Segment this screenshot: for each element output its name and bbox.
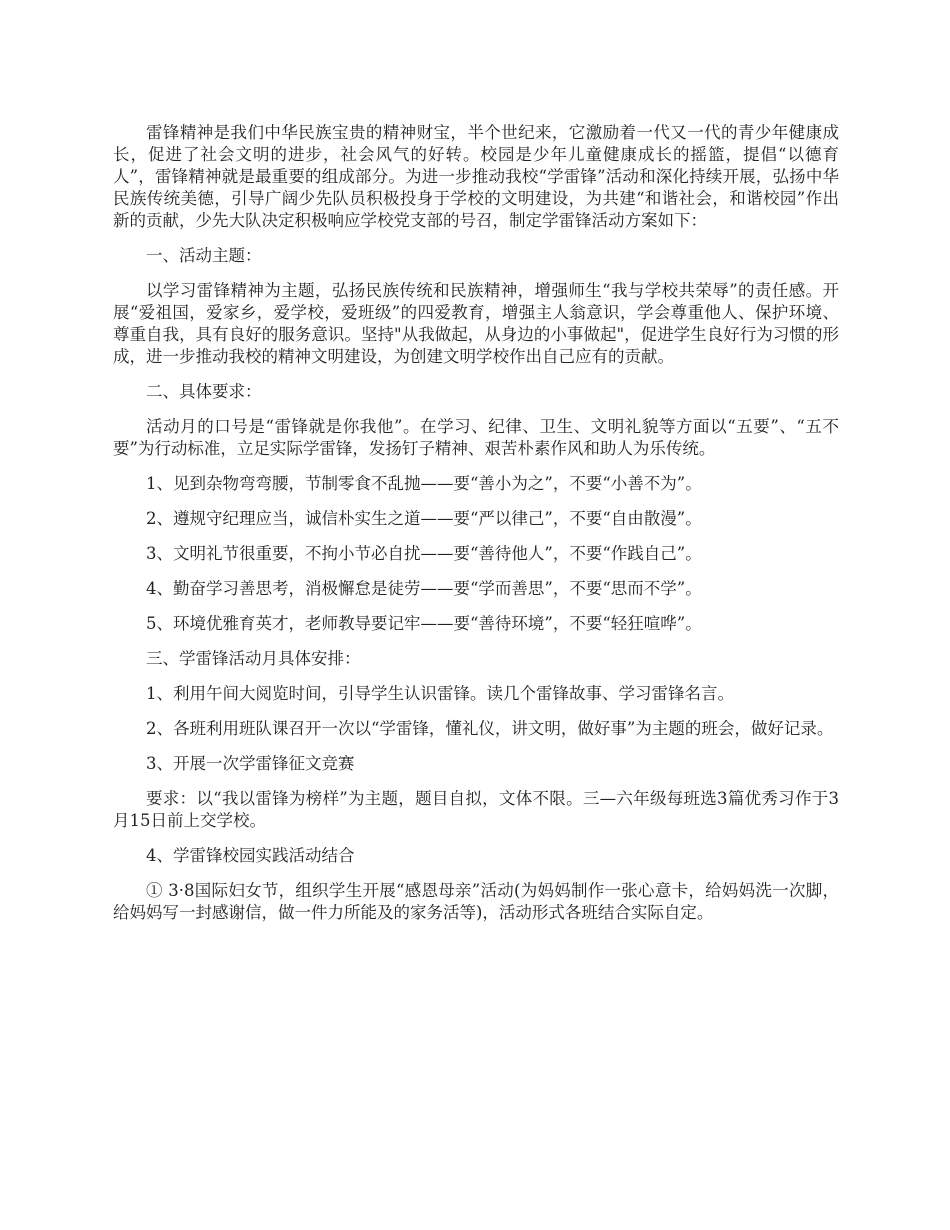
schedule-item-3: 3、开展一次学雷锋征文竞赛 [146,754,355,773]
requirement-item-2: 2、遵规守纪理应当，诚信朴实生之道——要“严以律己”，不要“自由散漫”。 [146,509,702,528]
schedule-item-4: 4、学雷锋校园实践活动结合 [146,846,355,865]
intro-paragraph: 雷锋精神是我们中华民族宝贵的精神财宝，半个世纪来，它激励着一代又一代的青少年健康成长，促进了社会文明的进步，社会风气的好转。校园是少年儿童健康成长的摇篮，提倡“以德育人”，雷锋精神就是最重要的组成部分。为进一步推动我校“学雷锋”活动和深化持续开展，弘扬中华民族传统美德，引导广阔少先队员积极投身于学校的文明建设，为共建“和谐社会，和谐校园”作出新的贡献，少先大队决定积极响应学校党支部的号召，制定学雷锋活动方案如下： [113,123,839,230]
requirement-item-4: 4、勤奋学习善思考，消极懈怠是徒劳——要“学而善思”，不要“思而不学”。 [146,579,702,598]
essay-requirement-paragraph: 要求：以“我以雷锋为榜样”为主题，题目自拟，文体不限。三—六年级每班选3篇优秀习作于3月15日前上交学校。 [113,789,839,830]
schedule-item-2: 2、各班利用班队课召开一次以“学雷锋，懂礼仪，讲文明，做好事”为主题的班会，做好记录。 [146,719,834,738]
section-heading-requirements: 二、具体要求： [146,382,262,401]
requirement-item-3: 3、文明礼节很重要，不拘小节必自扰——要“善待他人”，不要“作践自己”。 [146,544,702,563]
schedule-item-1: 1、利用午间大阅览时间，引导学生认识雷锋。读几个雷锋故事、学习雷锋名言。 [146,684,734,703]
section-heading-schedule: 三、学雷锋活动月具体安排： [146,649,361,668]
document-body [113,122,839,937]
requirement-item-1: 1、见到杂物弯弯腰，节制零食不乱抛——要“善小为之”，不要“小善不为”。 [146,474,702,493]
theme-paragraph: 以学习雷锋精神为主题，弘扬民族传统和民族精神，增强师生“我与学校共荣辱”的责任感。开展“爱祖国，爱家乡，爱学校，爱班级”的四爱教育，增强主人翁意识，学会尊重他人、保护环境、尊重自我，具有良好的服务意识。坚持"从我做起，从身边的小事做起"，促进学生良好行为习惯的形成，进一步推动我校的精神文明建设，为创建文明学校作出自己应有的贡献。 [113,281,839,366]
womens-day-activity-paragraph: ① 3·8国际妇女节，组织学生开展“感恩母亲”活动(为妈妈制作一张心意卡，给妈妈洗一次脚，给妈妈写一封感谢信，做一件力所能及的家务活等)，活动形式各班结合实际自定。 [113,881,839,922]
slogan-paragraph: 活动月的口号是“雷锋就是你我他”。在学习、纪律、卫生、文明礼貌等方面以“五要”、“五不要”为行动标准，立足实际学雷锋，发扬钉子精神、艰苦朴素作风和助人为乐传统。 [113,417,839,458]
requirement-item-5: 5、环境优雅育英才，老师教导要记牢——要“善待环境”，不要“轻狂喧哗”。 [146,614,702,633]
section-heading-theme: 一、活动主题： [146,246,262,265]
